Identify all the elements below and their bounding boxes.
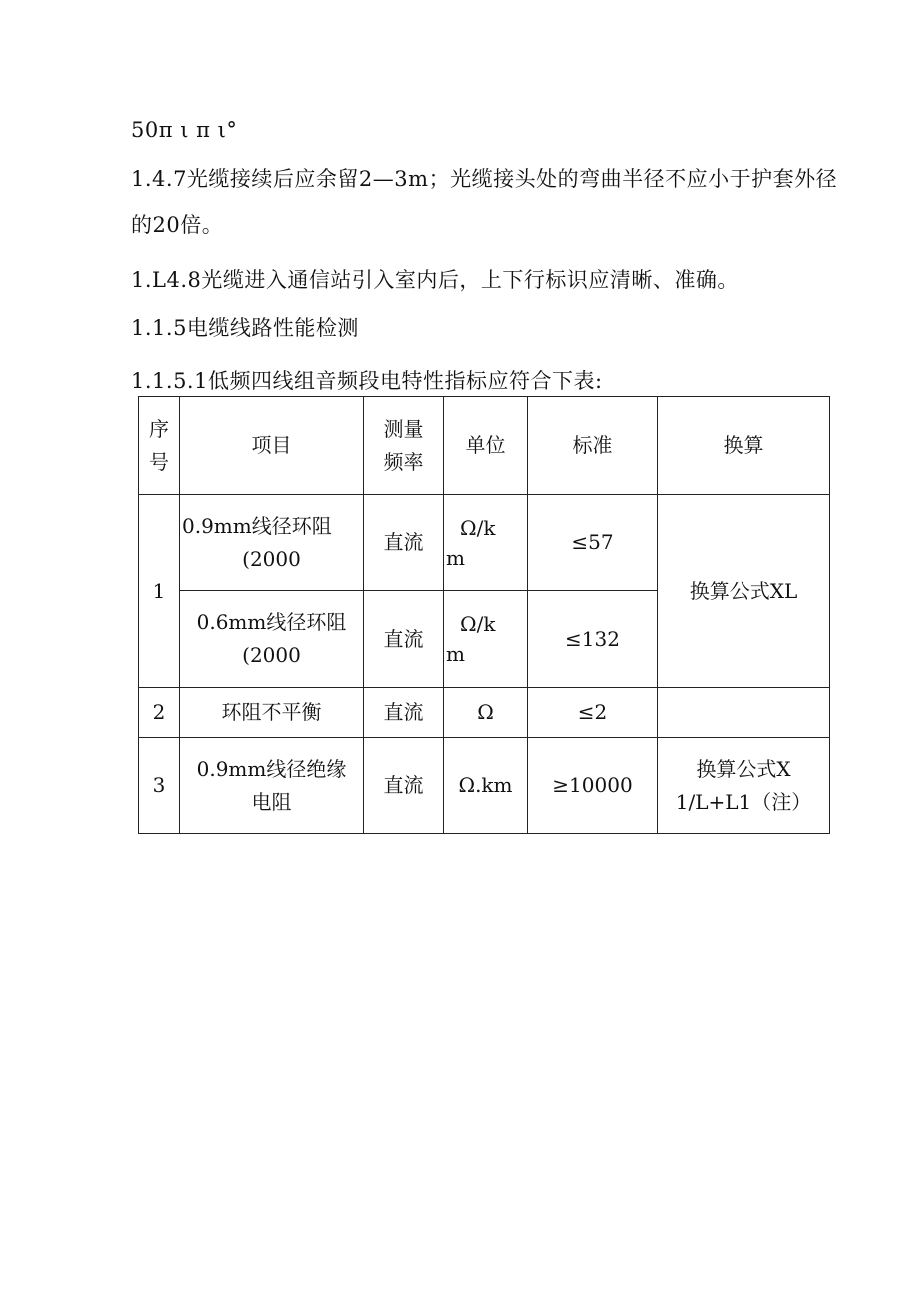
cell-unit-line2: m (446, 642, 465, 666)
cell-convert: 换算公式XL (658, 495, 830, 688)
cell-unit-line2: m (446, 545, 465, 570)
cell-freq: 直流 (364, 591, 444, 688)
cell-item-line1: 0.6mm线径环阻 (196, 610, 347, 634)
cell-standard: ≤2 (528, 688, 658, 738)
cell-item-line1: 0.9mm线径环阻 (182, 513, 332, 538)
cell-seq: 1 (139, 495, 180, 688)
header-freq (364, 397, 444, 495)
table-row (139, 495, 830, 591)
cell-item-line1: 0.9mm线径绝缘 (196, 756, 347, 781)
cell-item-line2: (2000 (242, 643, 301, 667)
cell-freq: 直流 (364, 688, 444, 738)
cell-item (180, 495, 364, 591)
header-freq-line1: 测量 (383, 416, 424, 441)
cell-item-line2: (2000 (242, 546, 301, 571)
table-row (139, 738, 830, 834)
cell-standard: ≤57 (528, 495, 658, 591)
header-freq-line2: 频率 (383, 449, 424, 474)
paragraph-1-4-7: 1.4.7光缆接续后应余留2—3m；光缆接头处的弯曲半径不应小于护套外径的20倍。 (131, 167, 838, 237)
cell-item: 环阻不平衡 (180, 688, 364, 738)
cell-freq: 直流 (364, 495, 444, 591)
paragraph-1-1-5-1: 1.1.5.1低频四线组音频段电特性指标应符合下表: (131, 369, 603, 393)
cell-unit (444, 591, 528, 688)
cell-unit: Ω.km (444, 738, 528, 834)
paragraph-1-4-8: 1.L4.8光缆进入通信站引入室内后，上下行标识应清晰、准确。 (131, 268, 739, 292)
cell-unit-line1: Ω/k (460, 612, 496, 636)
header-unit: 单位 (444, 397, 528, 495)
cell-unit (444, 495, 528, 591)
cell-seq: 3 (139, 738, 180, 834)
cell-standard: ≥10000 (528, 738, 658, 834)
cell-convert (658, 688, 830, 738)
table-header-row (139, 397, 830, 495)
cell-freq: 直流 (364, 738, 444, 834)
header-item: 项目 (180, 397, 364, 495)
header-convert: 换算 (658, 397, 830, 495)
cell-item-line2: 电阻 (251, 789, 292, 814)
header-seq-line1: 序 (149, 416, 169, 441)
cell-item (180, 591, 364, 688)
section-heading-1-1-5: 1.1.5电缆线路性能检测 (131, 316, 359, 340)
cell-convert (658, 738, 830, 834)
cell-unit: Ω (444, 688, 528, 738)
header-standard: 标准 (528, 397, 658, 495)
spec-table (138, 396, 830, 834)
header-seq (139, 397, 180, 495)
header-seq-line2: 号 (149, 449, 169, 474)
cell-seq: 2 (139, 688, 180, 738)
cell-convert-line1: 换算公式X (696, 756, 791, 781)
table-row (139, 688, 830, 738)
cell-item (180, 738, 364, 834)
cell-unit-line1: Ω/k (460, 515, 496, 540)
cell-standard: ≤132 (528, 591, 658, 688)
text-line-fragment: 50π ι π ι° (131, 118, 238, 142)
cell-convert-line2: 1/L+L1（注） (675, 789, 812, 814)
